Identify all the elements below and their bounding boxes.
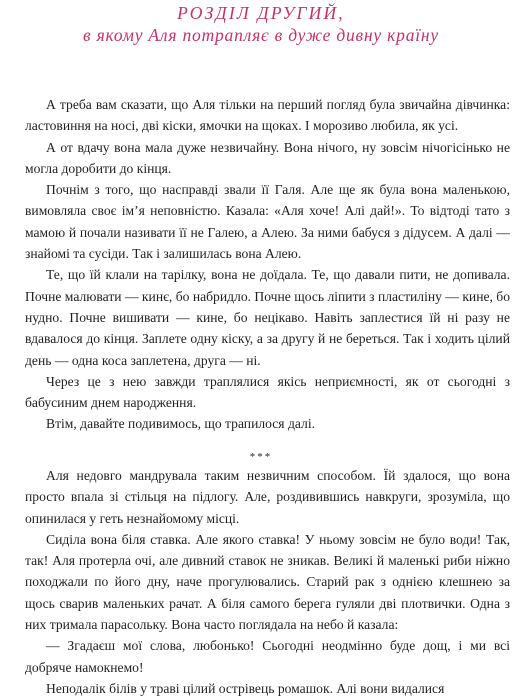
paragraph: Те, що їй клали на тарілку, вона не доїдала. Те, що давали пити, не допивала. Почне малювати — кинє, бо набридло. Почне щось ліпити з пластиліну — кине, бо нудно. Почне вишивати — кине, бо нецікаво. Навіть заплестися їй ні разу не вдавалося до кінця. Заплете одну кіску, а за другу й не береться. Так і ходить цілий день — одна коса заплетена, друга — ні. bbox=[25, 267, 511, 368]
paragraph: Аля недовго мандрувала таким незвичним способом. Їй здалося, що вона просто впала зі стільця на підлогу. Але, роздивившись навкруги, зрозуміла, що опинилася у геть незнайомому місці. bbox=[25, 468, 510, 526]
paragraph: А от вдачу вона мала дуже незвичайну. Вона нічого, ну зовсім нічогісінько не могла доробити до кінця. bbox=[25, 139, 510, 176]
paragraph: А треба вам сказати, що Аля тільки на перший погляд була звичайна дівчинка: ластовиння на носі, дві кіски, ямочки на щоках. І морозиво любила, як усі. bbox=[25, 97, 510, 134]
paragraph: — Згадаєш мої слова, любонько! Сьогодні неодмінно буде дощ, і ми всі добряче намокнемо! bbox=[25, 638, 510, 675]
chapter-title: РОЗДІЛ ДРУГИЙ, bbox=[177, 3, 345, 23]
section-one bbox=[25, 94, 510, 435]
paragraph: Через це з нею завжди траплялися якісь неприємності, як от сьогодні з бабусиним днем народження. bbox=[25, 373, 510, 411]
section-two bbox=[25, 465, 510, 699]
paragraph: Почнім з того, що насправді звали її Галя. Але ще як була вона маленькою, вимовляла своє ім’я неповністю. Казала: «Аля хоче! Алі дай!». То відтоді тато з мамою й почали називати її не Галею, а Алею. За ними бабуся з дідусем. А далі — знайомі та сусіди. Так і залишилась вона Алею. bbox=[25, 182, 510, 262]
chapter-subtitle: в якому Аля потрапляє в дуже дивну країну bbox=[83, 25, 439, 45]
paragraph: Сиділа вона біля ставка. Але якого ставка! У ньому зовсім не було води! Так, так! Аля протерла очі, але дивний ставок не зникав. Великі й маленькі риби ніжно походжали по його дну, наче прогулювались. Старий рак з однією клешнею за щось сварив маленьких рачат. А біля самого берега гуляли дві плотвички. Одна з них тримала парасольку. Вона часто поглядала на небо й казала: bbox=[25, 531, 510, 633]
paragraph: Втім, давайте подивимось, що трапилося далі. bbox=[46, 416, 315, 432]
section-separator: *** bbox=[249, 451, 273, 463]
paragraph: Неподалік білів у траві цілий острівець ромашок. Алі вони видалися bbox=[46, 680, 445, 696]
